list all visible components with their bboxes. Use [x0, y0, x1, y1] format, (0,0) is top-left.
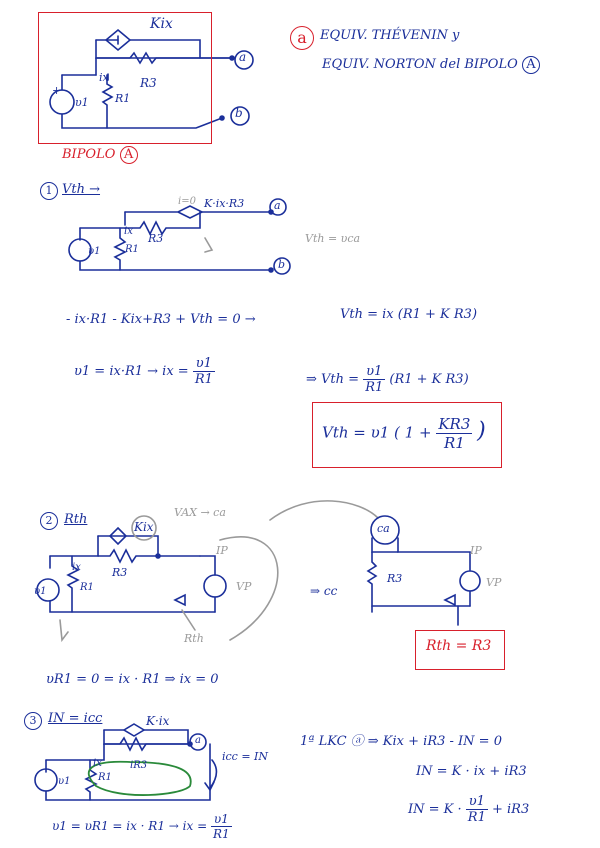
page-title-line2 [322, 56, 540, 74]
bipolo-node-a: a [239, 50, 247, 64]
step3-icc-label: icc = IN [222, 750, 269, 763]
step2-ip-label: IP [216, 544, 228, 557]
step1-v1-label: υ1 [88, 246, 101, 257]
step2-right-ip: IP [470, 544, 482, 557]
title-circled-a: A [522, 56, 540, 74]
vth-result-post: ) [477, 418, 486, 444]
frac-den: R1 [194, 372, 213, 387]
step1-eq2 [74, 356, 215, 387]
bipolo-label [62, 146, 138, 164]
bipolo-r3-label: R3 [140, 76, 157, 90]
step1-eq1-right: Vth = ix (R1 + K R3) [340, 307, 478, 322]
bipolo-plus-sign: + [52, 84, 62, 97]
title-line2-text: EQUIV. NORTON del BIPOLO [322, 57, 518, 72]
page-title-line1: EQUIV. THÉVENIN y [320, 28, 460, 43]
in-line2-pre: IN = K · [408, 802, 462, 817]
step3-eq-bottom-pre: υ1 = υR1 = ix · R1 → ix = [52, 819, 208, 833]
step3-node-a: a [195, 735, 201, 746]
step3-lkc-line: 1ª LKC ⓐ ⇒ Kix + iR3 - IN = 0 [300, 734, 502, 749]
step1-r3-label: R3 [148, 232, 164, 245]
step2-right-vp: VP [486, 576, 502, 589]
step1-vth-note: Vth = υca [305, 232, 361, 245]
step1-eq2-right [306, 364, 469, 395]
step1-i0-label: i=0 [178, 196, 196, 207]
step2-ix-label: ix [72, 562, 81, 573]
frac-num: υ1 [211, 812, 232, 827]
step1-num: 1 [40, 182, 58, 200]
bipolo-source-label: Kix [150, 16, 173, 32]
step3-eq-bottom-frac [211, 812, 232, 841]
step1-eq2-frac [193, 356, 215, 387]
bipolo-r1-label: R1 [115, 92, 131, 105]
step3-source-label: K·ix [146, 714, 170, 728]
step2-vax-label: VAX → ca [174, 506, 226, 519]
frac-num: υ1 [466, 794, 488, 810]
step1-ix-label: ix [124, 226, 133, 237]
in-line2-post: + iR3 [492, 802, 530, 817]
bipolo-red-box [38, 12, 212, 144]
step2-left-circuit [37, 501, 378, 640]
step2-source-label: Kix [134, 520, 154, 534]
step3-r1-label: R1 [98, 772, 112, 783]
bipolo-ix-label: ix [99, 71, 109, 84]
step3-in-line1: IN = K · ix + iR3 [416, 764, 527, 779]
bipolo-label-text: BIPOLO [62, 147, 116, 162]
in-line2-frac [466, 794, 488, 825]
vth-result [322, 415, 486, 452]
step2-rth-gray: Rth [184, 632, 204, 645]
frac-num: υ1 [193, 356, 215, 372]
bipolo-circled-a: A [120, 146, 138, 164]
step3-num: 3 [24, 712, 42, 730]
step3-ir3-label: iR3 [130, 760, 148, 771]
step2-arrow-cc: ⇒ cc [310, 584, 338, 598]
step1-r1-label: R1 [125, 244, 139, 255]
step2-right-ca: ca [377, 522, 390, 535]
vth-result-frac [436, 415, 472, 452]
step2-eq: υR1 = 0 = ix · R1 ⇒ ix = 0 [46, 672, 219, 687]
frac-num: υ1 [363, 364, 385, 380]
frac-num: KR3 [438, 415, 471, 433]
step1-eq1-left: - ix·R1 - Kix+R3 + Vth = 0 → [66, 312, 256, 327]
bipolo-v1-label: υ1 [75, 96, 89, 109]
step2-num: 2 [40, 512, 58, 530]
step1-node-a: a [274, 199, 281, 212]
step2-vp-label: VP [236, 580, 252, 593]
frac-den: R1 [365, 380, 384, 395]
eq2-right-frac [363, 364, 385, 395]
step2-title: Rth [64, 512, 88, 527]
step3-ix-label: ix [93, 758, 102, 769]
frac-den: R1 [212, 827, 230, 841]
step1-title: Vth → [62, 182, 101, 197]
bipolo-node-b: b [235, 106, 243, 120]
frac-den: R1 [443, 434, 465, 452]
step2-r3-label: R3 [112, 566, 128, 579]
step2-r1-label: R1 [80, 582, 94, 593]
step3-circuit [35, 724, 216, 800]
step2-v1-label: υ1 [34, 586, 47, 597]
step3-v1-label: υ1 [58, 776, 71, 787]
step3-in-line2 [408, 794, 529, 825]
frac-den: R1 [467, 810, 486, 825]
step3-eq-bottom [52, 812, 232, 841]
eq2-right-pre: ⇒ Vth = [306, 372, 360, 387]
step1-node-b: b [278, 258, 286, 271]
step1-eq2-left: υ1 = ix·R1 → ix = [74, 364, 189, 379]
part-marker: a [290, 26, 314, 50]
step1-source-label: K·ix·R3 [204, 197, 245, 210]
step1-circuit [69, 199, 290, 274]
step2-right-r3: R3 [387, 572, 403, 585]
eq2-right-post: (R1 + K R3) [389, 372, 469, 387]
vth-result-pre: Vth = υ1 ( 1 + [322, 423, 432, 442]
step3-title: IN = icc [48, 711, 103, 726]
rth-result: Rth = R3 [426, 638, 492, 654]
